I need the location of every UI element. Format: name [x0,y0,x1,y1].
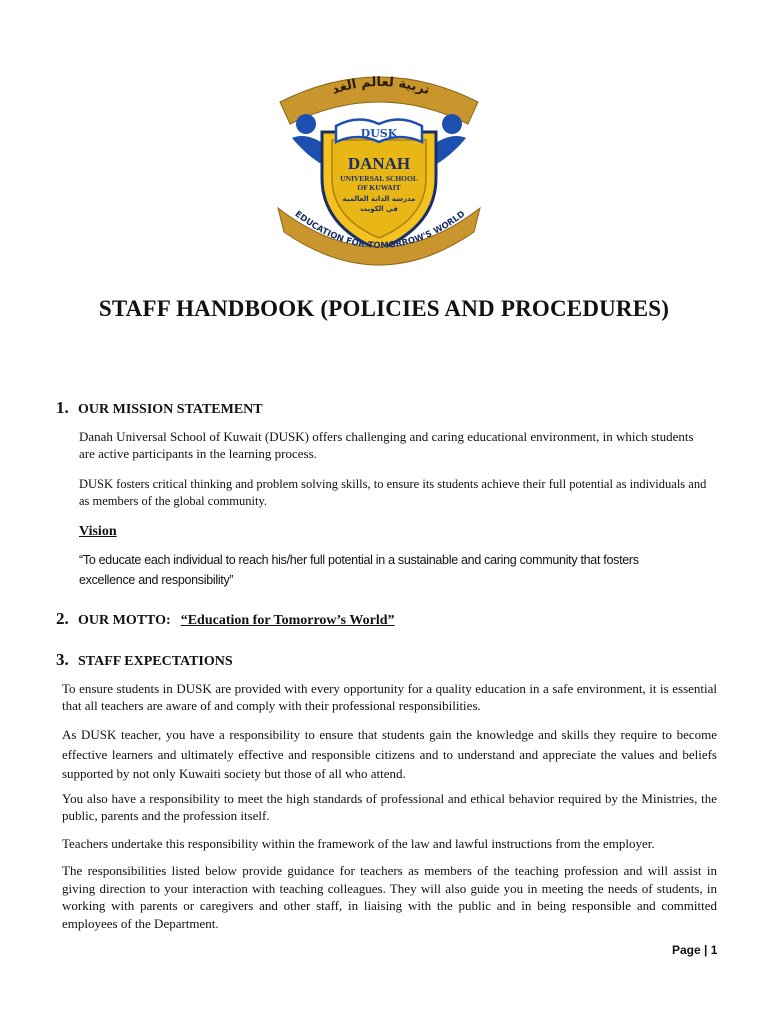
expectations-paragraph-4: Teachers undertake this responsibility within the framework of the law and lawful instructions from the employer. [62,836,655,851]
logo-arabic-banner: تربية لعالم الغد [330,74,432,99]
logo-line2: OF KUWAIT [357,183,401,192]
logo-figure-right-head [442,114,462,134]
section-number: 2. [56,609,69,628]
vision-label: Vision [79,524,117,539]
expectations-paragraph-2: As DUSK teacher, you have a responsibility to ensure that students gain the knowledge and skills they require to become effective learners and ultimately effective and responsible citizens and to understand and appreciate the values and beliefs supported by not only Kuwaiti society but those of all who attend. [62,727,717,781]
vision-text: “To educate each individual to reach his/her full potential in a sustainable and caring community that fosters excellence and responsibility” [79,553,639,587]
section-2-heading [56,609,395,629]
section-number: 1. [56,398,69,417]
logo-figure-left-head [296,114,316,134]
section-title: OUR MOTTO: [78,613,171,628]
mission-paragraph-1: Danah Universal School of Kuwait (DUSK) offers challenging and caring educational environment, in which students are active participants in the learning process. [79,429,694,461]
logo-arabic-name2: في الكويت [360,205,398,213]
section-1-heading [56,398,263,418]
logo-ribbon-text: EDUCATION FOR TOMORROW'S WORLD [292,209,468,252]
logo-book-text: DUSK [360,127,398,140]
section-title: STAFF EXPECTATIONS [78,654,233,669]
section-number: 3. [56,650,69,669]
motto-text: “Education for Tomorrow’s World” [180,613,395,628]
section-3-heading [56,650,233,670]
section-title: OUR MISSION STATEMENT [78,402,263,417]
expectations-paragraph-1: To ensure students in DUSK are provided with every opportunity for a quality education in a safe environment, it is essential that all teachers are aware of and comply with their professional responsibilities. [62,681,717,713]
page-number: Page | 1 [672,943,718,957]
logo-line1: UNIVERSAL SCHOOL [340,174,418,183]
expectations-paragraph-3: You also have a responsibility to meet the high standards of professional and ethical behavior required by the Ministries, the public, parents and the profession itself. [62,791,717,823]
logo-arabic-name1: مدرسة الدانة العالمية [342,195,416,203]
document-title: STAFF HANDBOOK (POLICIES AND PROCEDURES) [98,296,670,321]
mission-paragraph-2: DUSK fosters critical thinking and problem solving skills, to ensure its students achieve their full potential as individuals and as members of the global community. [79,477,707,508]
logo-name: DANAH [347,154,411,173]
dusk-school-logo [272,66,486,272]
expectations-paragraph-5: The responsibilities listed below provide guidance for teachers as members of the teaching profession and will assist in giving direction to your interaction with teaching colleagues. They will also guide you in meeting the needs of students, in working with parents or caregivers and other staff, in liaising with the public and in being responsible and committed employees of the Department. [62,863,717,931]
